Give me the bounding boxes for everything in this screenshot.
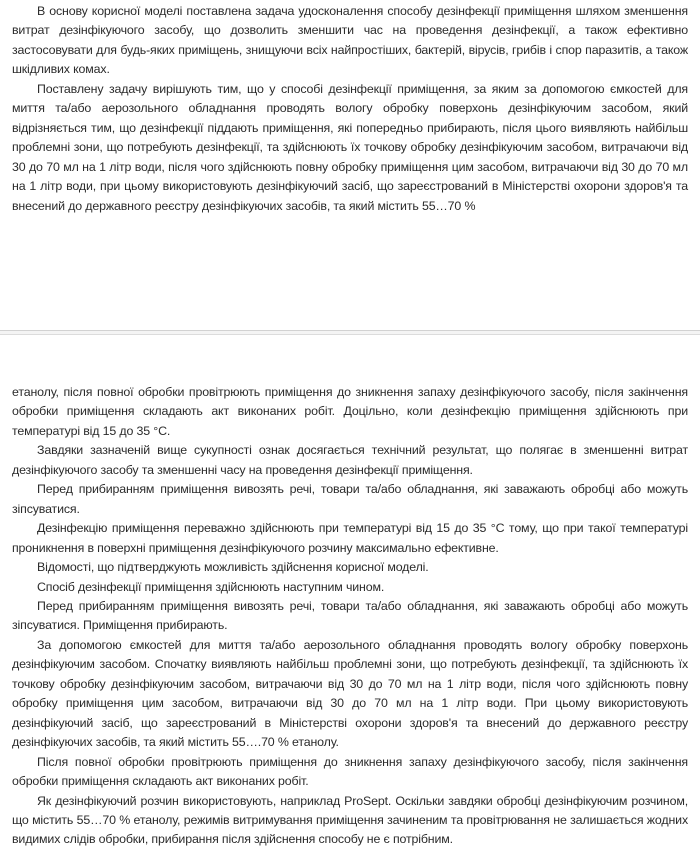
- paragraph: Дезінфекцію приміщення переважно здійснюють при температурі від 15 до 35 °С тому, що при такої температурі проникнення в поверхні приміщення дезінфікуючого розчину максимально ефективне.: [12, 521, 688, 555]
- divider-rule-bottom: [0, 334, 700, 335]
- paragraph: Перед прибиранням приміщення вивозять речі, товари та/або обладнання, які заважають обробці або можуть зіпсуватися. Приміщення прибирають.: [12, 598, 688, 633]
- paragraph: Перед прибиранням приміщення вивозять речі, товари та/або обладнання, які заважають обробці або можуть зіпсуватися.: [12, 482, 688, 516]
- paragraph: етанолу, після повної обробки провітрюють приміщення до зникнення запаху дезінфікуючого засобу, після закінчення обробки приміщення складають акт виконаних робіт. Доцільно, коли дезінфекцію приміщення здійснюють при температурі від 15 до 35 °С.: [12, 384, 688, 438]
- document-page-two: [0, 380, 700, 850]
- page-bottom-margin: [0, 216, 700, 327]
- paragraph: Поставлену задачу вирішують тим, що у способі дезінфекції приміщення, за яким за допомогою ємкостей для миття та/або аерозольного обладнання проводять вологу обробку поверхонь дезінфікуючим засобом, який відрізняється тим, що дезінфекції піддають приміщення, які попередньо прибирають, після цього виявляють найбільш проблемні зони, що потребують дезінфекції, та здійснюють їх точкову обробку дезінфікуючим засобом, витрачаючи від 30 до 70 мл на 1 літр води, після чого здійснюють повну обробку приміщення цим засобом, витрачаючи від 30 до 70 мл на 1 літр води, при цьому використовують дезінфікуючий засіб, що зареєстрований в Міністерстві охорони здоров'я та внесений до державного реєстру дезінфікуючих засобів, та який містить 55…70 %: [12, 81, 688, 213]
- page-top-margin: [0, 336, 700, 380]
- paragraph: Завдяки зазначеній вище сукупності ознак досягається технічний результат, що полягає в зменшенні витрат дезінфікуючого засобу та зменшенні часу на проведення дезінфекції приміщення.: [12, 443, 688, 477]
- document-page-one: [0, 0, 700, 216]
- paragraph: В основу корисної моделі поставлена задача удосконалення способу дезінфекції приміщення шляхом зменшення витрат дезінфікуючого засобу, що дозволить зменшити час на проведення дезінфекції, а також ефективно застосовувати для будь-яких приміщень, знищуючи всіх найпростіших, бактерій, вірусів, грибів і спор паразитів, а також шкідливих комах.: [12, 4, 688, 77]
- paragraph: За допомогою ємкостей для миття та/або аерозольного обладнання проводять вологу обробку поверхонь дезінфікуючим засобом. Спочатку виявляють найбільш проблемні зони, що потребують дезінфекції, та здійснюють їх точкову обробку дезінфікуючим засобом, витрачаючи від 30 до 70 мл на 1 літр води, після чого здійснюють повну обробку приміщення цим засобом, витрачаючи від 30 до 70 мл на 1 літр води. При цьому використовують дезінфікуючий засіб, що зареєстрований в Міністерстві охорони здоров'я та внесений до державного реєстру дезінфікуючих засобів, та який містить 55….70 % етанолу.: [12, 637, 688, 750]
- paragraph: Спосіб дезінфекції приміщення здійснюють наступним чином.: [37, 579, 385, 594]
- paragraph: Відомості, що підтверджують можливість здійснення корисної моделі.: [37, 560, 429, 575]
- paragraph: Як дезінфікуючий розчин використовують, наприклад ProSept. Оскільки завдяки обробці дезінфікуючим розчином, що містить 55…70 % етанолу, режимів витримування приміщення зачиненим та провітрювання не залишається жодних видимих слідів обробки, прибирання після здійснення способу не є потрібним.: [12, 793, 688, 847]
- page-break-divider: [0, 327, 700, 336]
- paragraph: Після повної обробки провітрюють приміщення до зникнення запаху дезінфікуючого засобу, після закінчення обробки приміщення складають акт виконаних робіт.: [12, 754, 688, 789]
